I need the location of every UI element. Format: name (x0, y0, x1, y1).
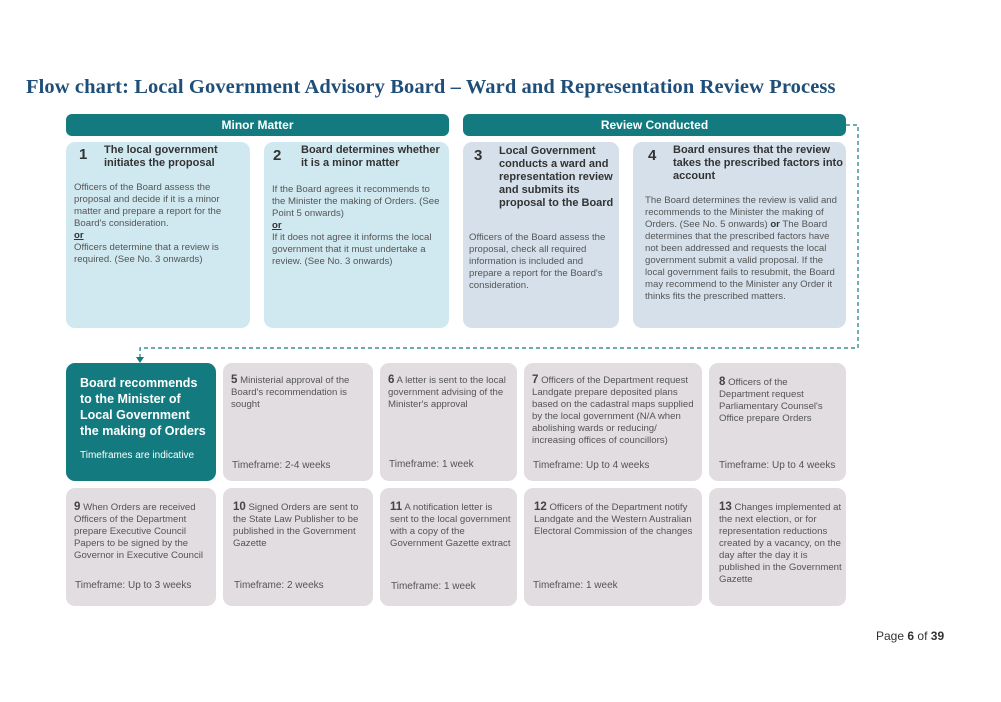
step-9-box (66, 488, 216, 606)
step-12-text: Officers of the Department notify Landgate and the Western Australian Electoral Commission of the changes (534, 502, 693, 537)
step-number: 11 (390, 501, 403, 513)
step-2-text-a: If the Board agrees it recommends to the Minister the making of Orders. (See Point 5 onwards) (272, 184, 440, 219)
step-number: 3 (474, 147, 483, 164)
timeframe-label: Timeframe: 1 week (389, 459, 474, 470)
or-label: or (74, 230, 84, 241)
page-sep: of (917, 629, 928, 643)
timeframe-label: Timeframe: Up to 4 weeks (533, 460, 650, 471)
recommend-title: Board recommends to the Minister of Local Government the making of Orders (80, 376, 206, 438)
step-2-box (264, 142, 449, 328)
step-number: 12 (534, 501, 547, 513)
timeframe-label: Timeframe: Up to 4 weeks (719, 460, 836, 471)
step-number: 4 (648, 147, 657, 164)
timeframe-label: Timeframe: Up to 3 weeks (75, 580, 192, 591)
step-text (74, 501, 212, 562)
step-7-box (524, 363, 702, 481)
step-4-text-a: The Board determines the review is valid and recommends to the Minister the making of Orders. (See No. 5 onwards) (645, 195, 837, 230)
step-number: 13 (719, 501, 732, 513)
step-13-text: Changes implemented at the next election, or for representation reductions created by a vacancy, on the day after the day it is published in the Government Gazette (719, 502, 842, 585)
step-text (532, 374, 696, 447)
step-11-text: A notification letter is sent to the local government with a copy of the Government Gazette extract (390, 502, 511, 549)
step-9-text: When Orders are received Officers of the Department prepare Executive Council Papers to be signed by the Governor in Executive Council (74, 502, 204, 561)
page-total: 39 (930, 629, 945, 643)
step-number: 9 (74, 501, 81, 513)
step-text (719, 501, 843, 586)
timeframe-label: Timeframe: 1 week (391, 581, 476, 592)
step-5-box (223, 363, 373, 481)
step-title: Board ensures that the review takes the prescribed factors into account (673, 144, 843, 182)
step-11-box (380, 488, 517, 606)
step-title: Local Government conducts a ward and representation review and submits its proposal to the Board (499, 145, 614, 209)
page-current: 6 (907, 629, 915, 643)
step-10-box (223, 488, 373, 606)
step-number: 8 (719, 376, 726, 388)
step-4-box (633, 142, 846, 328)
step-1-text-a: Officers of the Board assess the proposal and decide if it is a minor matter and prepare a report for the Board's consideration. (74, 182, 222, 229)
step-number: 10 (233, 501, 246, 513)
step-8-box (709, 363, 846, 481)
step-text (74, 182, 246, 266)
timeframes-note: Timeframes are indicative (80, 450, 195, 461)
board-recommends-box (66, 363, 216, 481)
step-text: Officers of the Board assess the proposal, check all required information is included and prepare a report for the Board's consideration. (469, 232, 606, 291)
step-text (231, 374, 367, 411)
step-text (390, 501, 513, 550)
timeframe-label: Timeframe: 2 weeks (234, 580, 324, 591)
review-conducted-header: Review Conducted (463, 114, 846, 136)
step-text (645, 195, 845, 303)
step-number: 5 (231, 374, 238, 386)
step-4-text-b: The Board determines that the prescribed factors have not been addressed and requests the local government submit a valid proposal. If the local government fails to resubmit, the Board may recommend to the Minister any Order it thinks fits the prescribed matters. (645, 219, 835, 302)
or-label: or (770, 219, 780, 230)
step-number: 2 (273, 147, 282, 164)
step-6-text: A letter is sent to the local government advising of the Minister's approval (388, 375, 506, 410)
step-text (233, 501, 369, 550)
step-3-box (463, 142, 619, 328)
step-2-text-b: If it does not agree it informs the local government that it must undertake a review. (See No. 3 onwards) (272, 232, 432, 267)
step-1-text-b: Officers determine that a review is required. (See No. 3 onwards) (74, 242, 219, 265)
step-1-box (66, 142, 250, 328)
step-8-text: Officers of the Department request Parliamentary Counsel's Office prepare Orders (719, 377, 823, 424)
timeframe-label: Timeframe: 2-4 weeks (232, 460, 331, 471)
step-text (388, 374, 513, 411)
step-5-text: Ministerial approval of the Board's recommendation is sought (231, 375, 350, 410)
step-text (719, 376, 839, 425)
step-6-box (380, 363, 517, 481)
step-13-box (709, 488, 846, 606)
or-label: or (272, 220, 282, 231)
step-title: The local government initiates the proposal (104, 144, 218, 169)
step-number: 1 (79, 146, 88, 163)
step-7-text: Officers of the Department request Landgate prepare deposited plans based on the cadastral maps supplied by the local government (N/A when abolishing wards or reducing/ increasing offices of councillors) (532, 375, 694, 446)
step-title: Board determines whether it is a minor matter (301, 144, 440, 169)
page-number (876, 629, 944, 643)
step-number: 6 (388, 374, 395, 386)
page-prefix: Page (876, 629, 905, 643)
step-12-box (524, 488, 702, 606)
step-text (272, 184, 445, 268)
step-text (534, 501, 694, 538)
page-title: Flow chart: Local Government Advisory Board – Ward and Representation Review Process (26, 76, 836, 98)
minor-matter-header: Minor Matter (66, 114, 449, 136)
step-number: 7 (532, 374, 539, 386)
timeframe-label: Timeframe: 1 week (533, 580, 618, 591)
step-10-text: Signed Orders are sent to the State Law Publisher to be published in the Government Gazette (233, 502, 359, 549)
